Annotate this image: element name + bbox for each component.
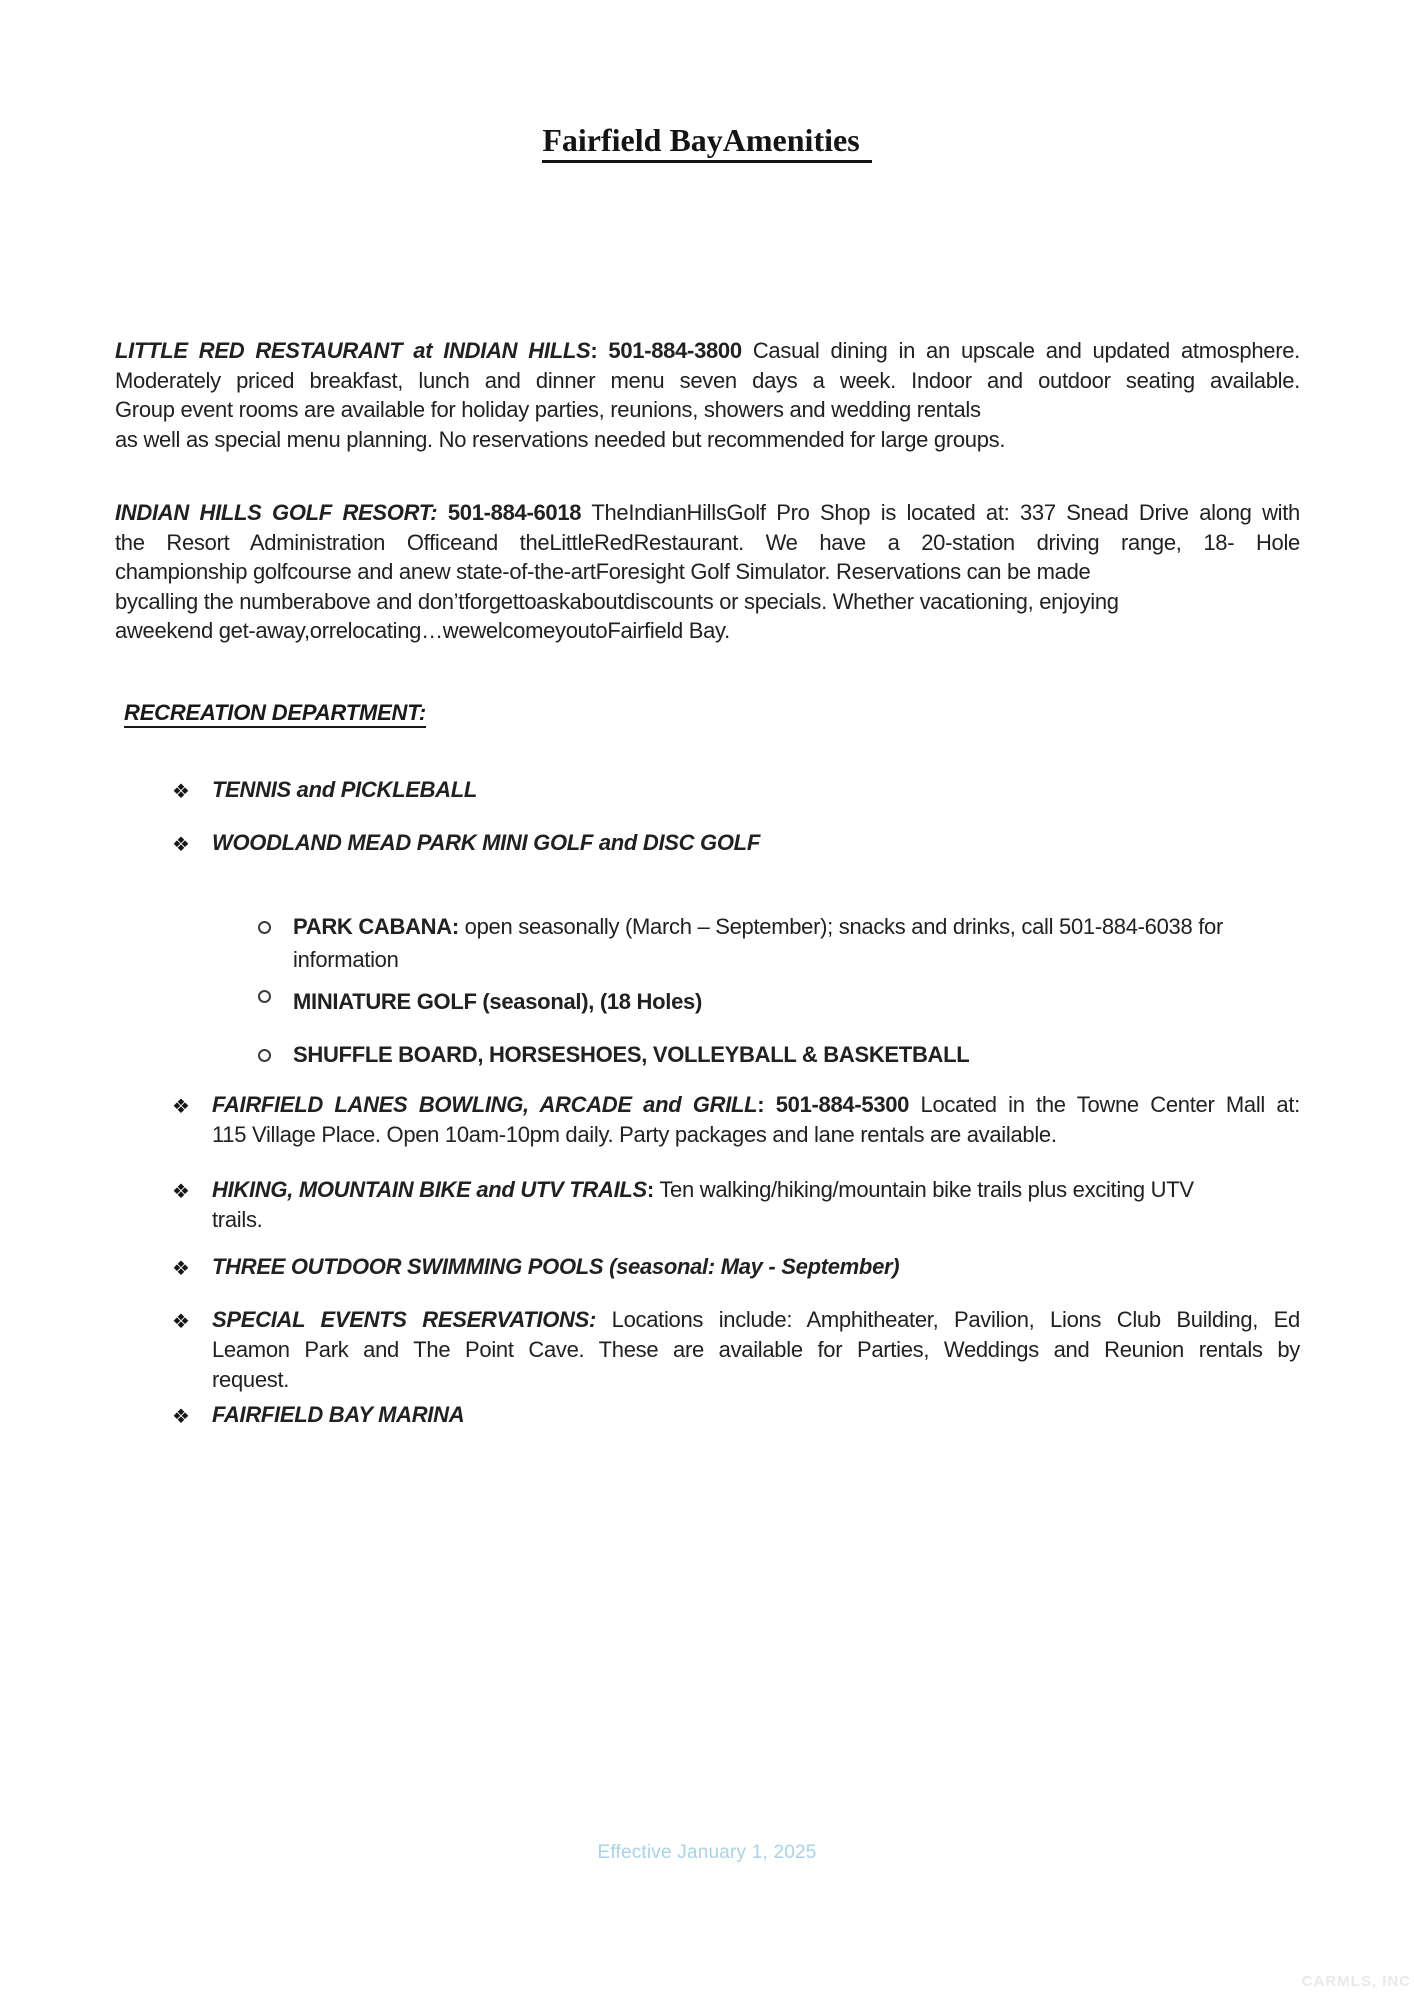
watermark-text: CARMLS, INC (1301, 1973, 1411, 1990)
restaurant-line-2: Moderately priced breakfast, lunch and dinner menu seven days a week. Indoor and outdoor seating available. (115, 367, 1300, 393)
bowling-line-2: 115 Village Place. Open 10am-10pm daily. Party packages and lane rentals are available. (212, 1122, 1057, 1147)
bullet-woodland-label: WOODLAND MEAD PARK MINI GOLF and DISC GOLF (212, 830, 760, 855)
restaurant-phone: : 501-884-3800 (590, 338, 742, 363)
pools-label: THREE OUTDOOR SWIMMING POOLS (seasonal: May - September) (212, 1254, 900, 1279)
park-cabana-line1-text: open seasonally (March – September); snacks and drinks, call 501-884-6038 for (458, 914, 1224, 939)
golf-resort-line-5: aweekend get-away,orrelocating…wewelcomeyoutoFairfield Bay. (115, 618, 730, 643)
special-events-line-1 (212, 1305, 1300, 1335)
restaurant-line-3: Group event rooms are available for holiday parties, reunions, showers and wedding rentals (115, 397, 981, 422)
marina-label: FAIRFIELD BAY MARINA (212, 1402, 465, 1427)
bullet-diamond-icon: ❖ (172, 1096, 190, 1118)
bullet-item-bowling (172, 1090, 1300, 1150)
hiking-line1-text: Ten walking/hiking/mountain bike trails plus exciting UTV (653, 1177, 1194, 1202)
recreation-department-heading-text: RECREATION DEPARTMENT: (124, 700, 426, 728)
bowling-line1-text: Located in the Towne Center Mall at: (909, 1092, 1300, 1117)
bowling-name: FAIRFIELD LANES BOWLING, ARCADE and GRILL (212, 1092, 758, 1117)
bullet-diamond-icon: ❖ (172, 1258, 190, 1280)
bullet-diamond-icon: ❖ (172, 1181, 190, 1203)
golf-resort-line-2: the Resort Administration Officeand theLittleRedRestaurant. We have a 20-station driving range, 18- Hole (115, 529, 1300, 555)
golf-resort-line-1 (115, 498, 1300, 528)
bullet-item-tennis (172, 775, 1300, 805)
bowling-line-1 (212, 1090, 1300, 1120)
bullet-tennis-label: TENNIS and PICKLEBALL (212, 777, 478, 802)
park-cabana-text (293, 910, 1300, 976)
restaurant-name: LITTLE RED RESTAURANT at INDIAN HILLS (115, 338, 591, 363)
bullet-diamond-icon: ❖ (172, 781, 190, 803)
restaurant-line-4: as well as special menu planning. No reservations needed but recommended for large groups. (115, 426, 1006, 452)
golf-resort-line-3: championship golfcourse and anew state-of-the-artForesight Golf Simulator. Reservations can be made (115, 559, 1091, 584)
hiking-colon: : (646, 1177, 654, 1202)
golf-resort-line-4: bycalling the numberabove and don’tforgettoaskaboutdiscounts or specials. Whether vacationing, enjoying (115, 588, 1119, 614)
bowling-phone: : 501-884-5300 (757, 1092, 910, 1117)
special-events-name: SPECIAL EVENTS RESERVATIONS: (212, 1307, 597, 1332)
restaurant-line-1 (115, 336, 1300, 366)
special-events-line1-text: Locations include: Amphitheater, Pavilion, Lions Club Building, Ed (596, 1307, 1300, 1332)
golf-resort-line1-text: TheIndianHillsGolf Pro Shop is located at: 337 Snead Drive along with (581, 500, 1300, 525)
park-cabana-label: PARK CABANA: (293, 914, 459, 939)
sub-bullet-park-cabana (256, 910, 1300, 976)
bullet-item-hiking (172, 1175, 1300, 1235)
bullet-item-pools (172, 1252, 1300, 1282)
special-events-line-3: request. (212, 1367, 290, 1392)
golf-resort-name: INDIAN HILLS GOLF RESORT: (115, 500, 438, 525)
special-events-text (212, 1305, 1300, 1395)
sub-bullet-shuffle-board (256, 1038, 1300, 1071)
paragraph-little-red-restaurant (115, 336, 1300, 454)
bullet-item-special-events (172, 1305, 1300, 1395)
special-events-line-2: Leamon Park and The Point Cave. These are available for Parties, Weddings and Reunion rentals by (212, 1337, 1300, 1362)
golf-resort-phone: 501-884-6018 (437, 500, 582, 525)
bullet-diamond-icon: ❖ (172, 1406, 190, 1428)
page-title-text: Fairfield BayAmenities (542, 122, 871, 163)
bullet-item-marina (172, 1400, 1300, 1430)
bullet-item-woodland (172, 828, 1300, 858)
park-cabana-line-2: information (293, 947, 399, 972)
effective-date-note: Effective January 1, 2025 (597, 1842, 817, 1863)
bullet-circle-icon (258, 990, 271, 1003)
bullet-diamond-icon: ❖ (172, 834, 190, 856)
recreation-department-heading (124, 700, 426, 726)
hiking-line-2: trails. (212, 1207, 263, 1232)
hiking-text (212, 1175, 1300, 1235)
shuffle-board-label: SHUFFLE BOARD, HORSESHOES, VOLLEYBALL & BASKETBALL (293, 1042, 970, 1067)
paragraph-golf-resort (115, 498, 1300, 646)
hiking-line-1 (212, 1175, 1300, 1205)
sub-bullet-miniature-golf (256, 985, 1300, 1018)
hiking-name: HIKING, MOUNTAIN BIKE and UTV TRAILS (212, 1177, 647, 1202)
page-title (0, 122, 1414, 159)
miniature-golf-label: MINIATURE GOLF (seasonal), (18 Holes) (293, 989, 702, 1014)
restaurant-line1-text: Casual dining in an upscale and updated atmosphere. (741, 338, 1300, 363)
bowling-text (212, 1090, 1300, 1150)
park-cabana-line-1 (293, 910, 1300, 943)
bullet-circle-icon (258, 921, 271, 934)
bullet-diamond-icon: ❖ (172, 1311, 190, 1333)
bullet-circle-icon (258, 1049, 271, 1062)
